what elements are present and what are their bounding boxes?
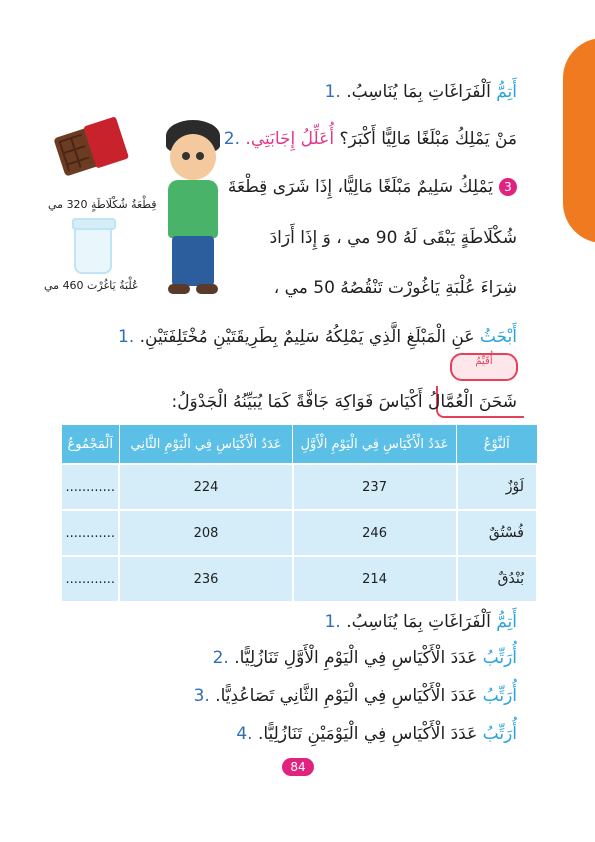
chocolate-icon — [53, 119, 124, 176]
header-type: اَلنَّوْعُ — [457, 425, 537, 465]
bottom-question-4-verb: أُرَتِّبُ — [482, 724, 517, 744]
question-1-text: اَلْفَرَاغَاتِ بِمَا يُنَاسِبُ. — [346, 82, 497, 102]
table-row — [61, 510, 537, 556]
bottom-question-2-text: عَدَدَ الْأَكْيَاسِ فِي الْيَوْمِ الْأَوَّلِ تَنَازُلِيًّا. — [234, 648, 483, 668]
cell-type: بُنْدُقٌ — [457, 556, 537, 602]
yogurt-cup-icon — [74, 224, 112, 274]
bottom-question-4-text: عَدَدَ الْأَكْيَاسِ فِي الْيَوْمَيْنِ تَنَازُلِيًّا. — [257, 724, 483, 744]
chocolate-caption: قِطْعَةُ شُكْلَاطَةٍ 320 مي — [48, 198, 157, 211]
question-1-verb: أَتِمُّ — [496, 82, 517, 102]
section-tag: أُقَيِّمُ — [450, 353, 518, 381]
data-table — [60, 424, 538, 603]
cell-day1: 237 — [293, 464, 457, 510]
cell-day2: 208 — [119, 510, 292, 556]
boy-illustration — [158, 120, 228, 298]
table-intro: شَحَنَ الْعُمَّالُ أَكْيَاسَ فَوَاكِهَ جَافَّةً كَمَا يُبَيِّنُهُ الْجَدْوَلُ: — [171, 392, 517, 412]
problem-line-1 — [228, 175, 517, 199]
table-row — [61, 556, 537, 602]
bottom-question-3-number: .3 — [193, 686, 210, 706]
bottom-question-4 — [236, 722, 517, 746]
cell-type: فُسْتُقٌ — [457, 510, 537, 556]
bottom-question-3 — [194, 684, 517, 708]
question-2-number: .2 — [223, 129, 241, 149]
table-row — [61, 464, 537, 510]
question-2-text: مَنْ يَمْلِكُ مَبْلَغًا مَالِيًّا أَكْبَرَ؟ — [334, 129, 517, 149]
bottom-question-3-text: عَدَدَ الْأَكْيَاسِ فِي الْيَوْمِ الثَّانِي تَصَاعُدِيًّا. — [215, 686, 483, 706]
bottom-question-4-number: .4 — [236, 724, 253, 744]
problem-text-1: يَمْلِكُ سَلِيمٌ مَبْلَغًا مَالِيًّا، إِذَا شَرَى قِطْعَةَ — [227, 177, 493, 197]
question-2-verb: أُعَلِّلُ إِجَابَتِي. — [245, 129, 335, 149]
header-total: اَلْمَجْمُوعُ — [61, 425, 119, 465]
cell-day1: 246 — [293, 510, 457, 556]
header-day2: عَدَدُ الْأَكْيَاسِ فِي الْيَوْمِ الثَّانِي — [119, 425, 292, 465]
page-number: 84 — [282, 758, 314, 776]
cell-total: ............ — [61, 556, 119, 602]
cell-type: لَوْزٌ — [457, 464, 537, 510]
table-header-row — [61, 425, 537, 465]
cell-day2: 236 — [119, 556, 292, 602]
question-search-number: .1 — [118, 327, 135, 347]
bottom-question-1-number: .1 — [324, 612, 341, 632]
bottom-question-2-number: .2 — [212, 648, 229, 668]
cell-day2: 224 — [119, 464, 292, 510]
question-search-verb: أَبْحَثُ — [479, 327, 517, 347]
header-day1: عَدَدُ الْأَكْيَاسِ فِي الْيَوْمِ الْأَوَّلِ — [293, 425, 457, 465]
bottom-question-3-verb: أُرَتِّبُ — [482, 686, 517, 706]
bottom-question-1-text: اَلْفَرَاغَاتِ بِمَا يُنَاسِبُ. — [346, 612, 497, 632]
question-2 — [224, 127, 517, 151]
question-search — [118, 325, 517, 349]
question-1-number: .1 — [324, 82, 341, 102]
bottom-question-1-verb: أَتِمُّ — [496, 612, 517, 632]
page-edge-tab — [563, 38, 595, 243]
bottom-question-2-verb: أُرَتِّبُ — [482, 648, 517, 668]
problem-line-2: شُكْلَاطَةٍ يَبْقَى لَهُ 90 مي ، وَ إِذَا أَرَادَ — [269, 228, 517, 248]
step-badge: 3 — [499, 178, 517, 196]
problem-line-3: شِرَاءَ عُلْبَةِ يَاغُورْت تَنْقُصُهُ 50 مي ، — [273, 278, 517, 298]
cell-day1: 214 — [293, 556, 457, 602]
question-1 — [325, 80, 517, 104]
question-search-text: عَنِ الْمَبْلَغِ الَّذِي يَمْلِكُهُ سَلِيمٌ بِطَرِيقَتَيْنِ مُخْتَلِفَتَيْنِ. — [139, 327, 480, 347]
cell-total: ............ — [61, 464, 119, 510]
yogurt-caption: عُلْبَةُ يَاغُرْت 460 مي — [44, 279, 139, 292]
bottom-question-2 — [213, 646, 517, 670]
cell-total: ............ — [61, 510, 119, 556]
bottom-question-1 — [325, 610, 517, 634]
